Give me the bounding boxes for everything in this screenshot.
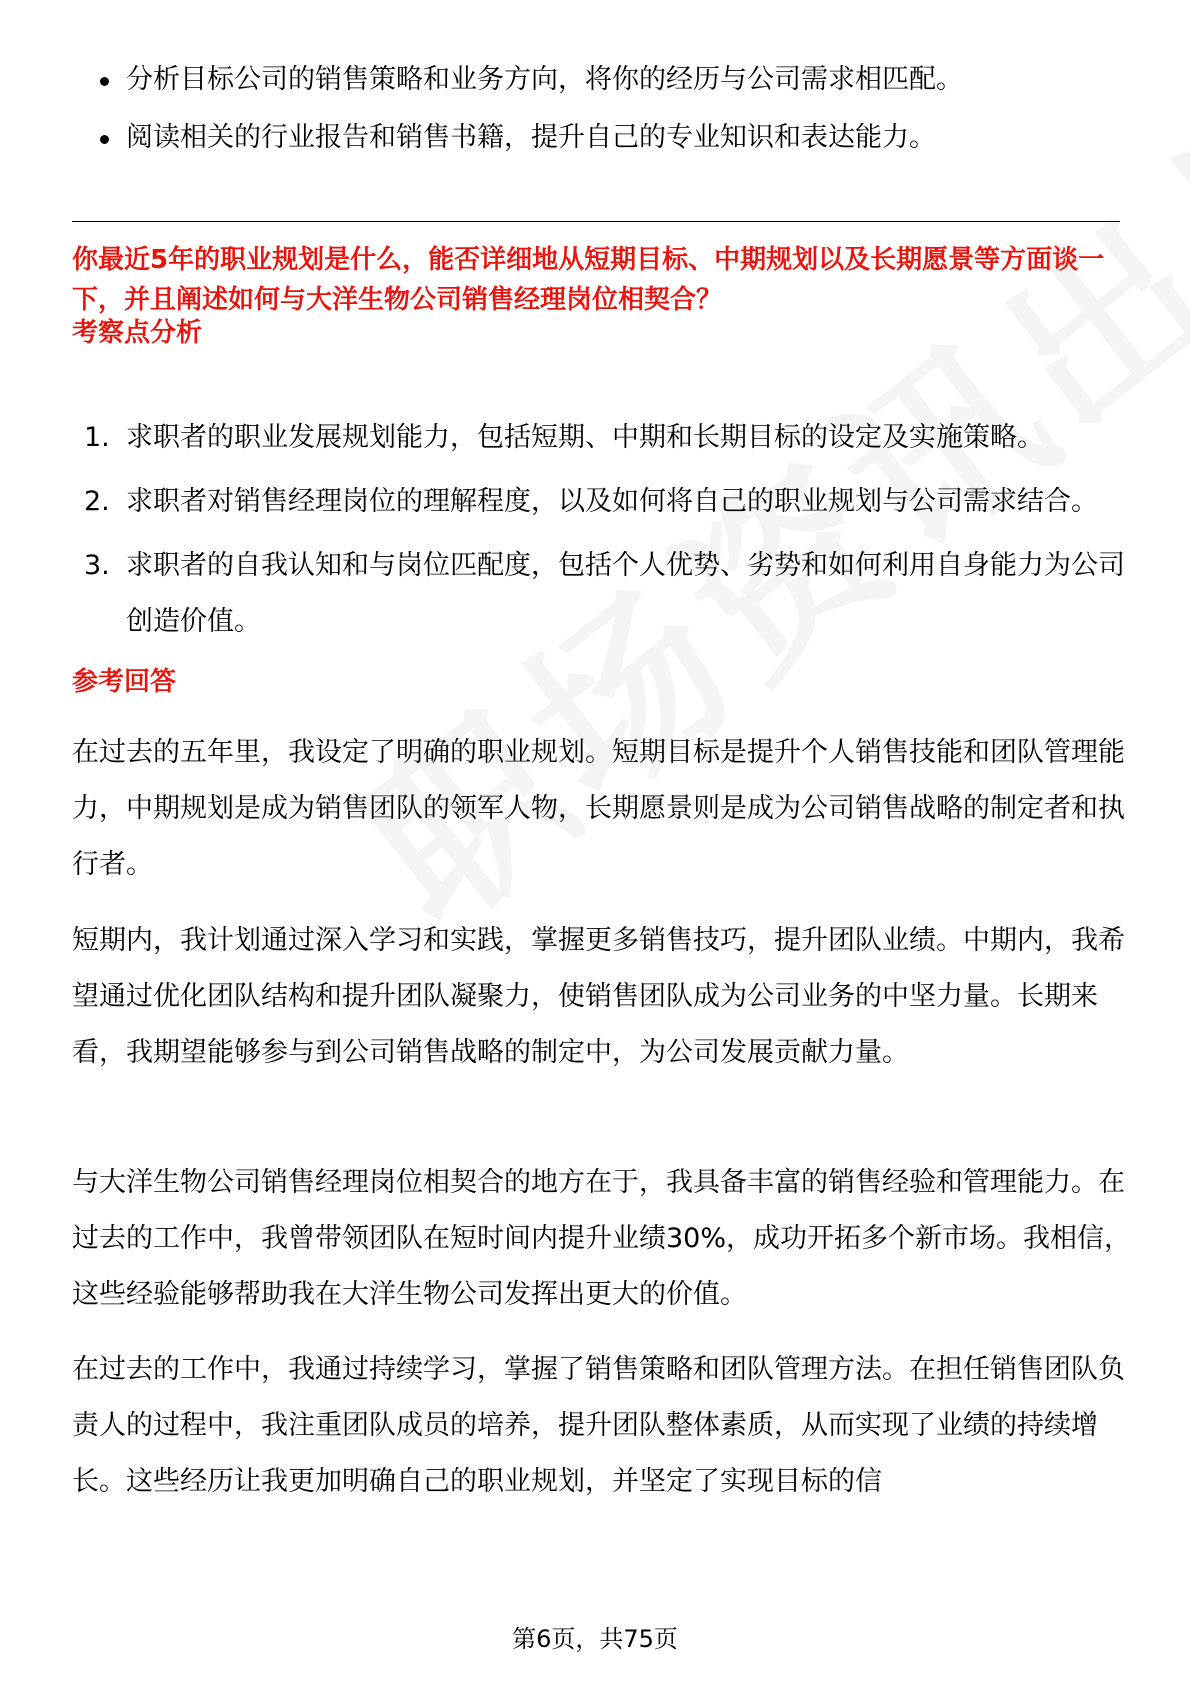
item-number: 1. (84, 422, 110, 453)
answer-paragraph: 与大洋生物公司销售经理岗位相契合的地方在于，我具备丰富的销售经验和管理能力。在过去的工作中，我曾带领团队在短时间内提升业绩30%，成功开拓多个新市场。我相信，这些经验能够帮助我在大洋生物公司发挥出更大的价值。 (72, 1167, 1132, 1310)
analysis-list (80, 410, 1140, 650)
item-number: 3. (84, 550, 110, 581)
answer-paragraph: 在过去的五年里，我设定了明确的职业规划。短期目标是提升个人销售技能和团队管理能力，中期规划是成为销售团队的领军人物，长期愿景则是成为公司销售战略的制定者和执行者。 (72, 737, 1125, 880)
bullet-text: 阅读相关的行业报告和销售书籍，提升自己的专业知识和表达能力。 (126, 122, 936, 153)
answer-paragraph: 在过去的工作中，我通过持续学习，掌握了销售策略和团队管理方法。在担任销售团队负责人的过程中，我注重团队成员的培养，提升团队整体素质，从而实现了业绩的持续增长。这些经历让我更加明确自己的职业规划，并坚定了实现目标的信 (72, 1354, 1125, 1497)
list-item (80, 60, 1130, 100)
list-item (80, 410, 1140, 466)
answer-title: 参考回答 (72, 667, 177, 697)
list-item (80, 538, 1140, 650)
bullet-text: 分析目标公司的销售策略和业务方向，将你的经历与公司需求相匹配。 (126, 64, 963, 95)
bullet-dot-icon (100, 135, 109, 144)
item-text: 求职者的自我认知和与岗位匹配度，包括个人优势、劣势和如何利用自身能力为公司创造价值。 (126, 550, 1125, 637)
top-bullet-list (80, 60, 1130, 176)
item-number: 2. (84, 486, 110, 517)
item-text: 求职者的职业发展规划能力，包括短期、中期和长期目标的设定及实施策略。 (126, 422, 1044, 453)
bullet-dot-icon (100, 77, 109, 86)
question-heading: 你最近5年的职业规划是什么，能否详细地从短期目标、中期规划以及长期愿景等方面谈一下，并且阐述如何与大洋生物公司销售经理岗位相契合？ (72, 245, 1105, 315)
answer-paragraph: 短期内，我计划通过深入学习和实践，掌握更多销售技巧，提升团队业绩。中期内，我希望通过优化团队结构和提升团队凝聚力，使销售团队成为公司业务的中坚力量。长期来看，我期望能够参与到公司销售战略的制定中，为公司发展贡献力量。 (72, 925, 1125, 1068)
list-item (80, 118, 1130, 158)
item-text: 求职者对销售经理岗位的理解程度，以及如何将自己的职业规划与公司需求结合。 (126, 486, 1098, 517)
page-number: 第6页，共75页 (512, 1625, 678, 1653)
analysis-title: 考察点分析 (72, 318, 203, 348)
section-divider (72, 221, 1120, 222)
list-item (80, 474, 1140, 530)
